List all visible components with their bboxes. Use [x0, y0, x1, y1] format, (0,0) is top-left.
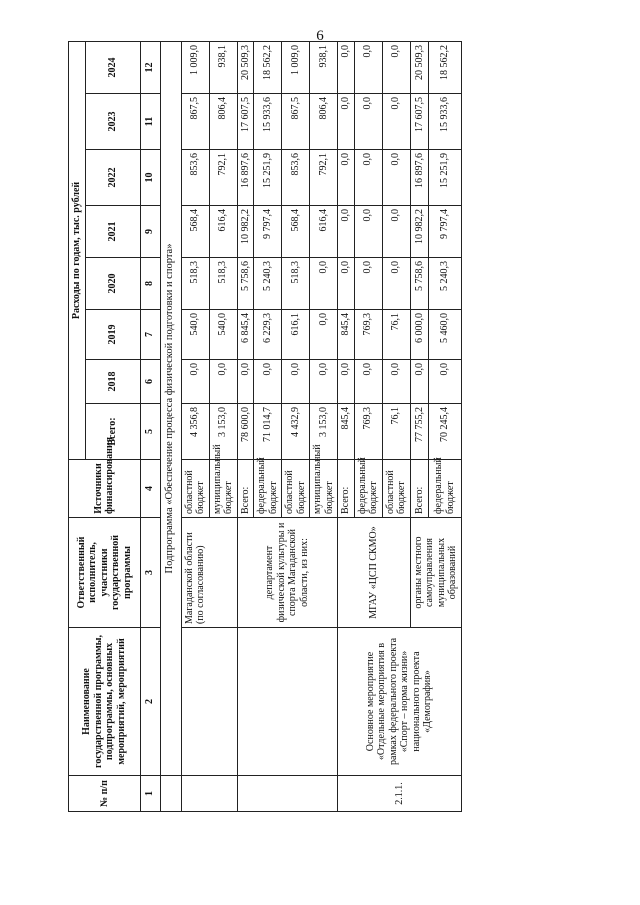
value-cell: 5 240,3: [429, 258, 461, 310]
value-cell: 78 600,0: [237, 404, 254, 460]
expenses-table: [68, 41, 462, 812]
header-executor: Ответственный исполнитель, участники государственной программы: [69, 518, 141, 628]
value-cell: 0,0: [382, 206, 410, 258]
value-cell: 845,4: [338, 404, 355, 460]
executor-cell: департамент физической культуры и спорта Магаданской области, из них:: [237, 518, 338, 628]
value-cell: 0,0: [429, 360, 461, 404]
value-cell: 16 897,6: [237, 150, 254, 206]
page-number: 6: [316, 28, 324, 44]
value-cell: 0,0: [354, 150, 382, 206]
value-cell: 0,0: [382, 360, 410, 404]
value-cell: 540,0: [181, 310, 209, 360]
value-cell: 0,0: [410, 360, 429, 404]
value-cell: 568,4: [181, 206, 209, 258]
value-cell: 70 245,4: [429, 404, 461, 460]
header-year: 2023: [85, 94, 140, 150]
value-cell: 0,0: [354, 360, 382, 404]
subprogram-title: Подпрограмма «Обеспечение процесса физической подготовки и спорта»: [160, 41, 181, 775]
value-cell: 6 000,0: [410, 310, 429, 360]
value-cell: 5 758,6: [237, 258, 254, 310]
table-row: [237, 41, 254, 811]
header-year: 2024: [85, 41, 140, 93]
value-cell: 616,4: [310, 206, 338, 258]
executor-cell: органы местного самоуправления муниципальных образований: [410, 518, 461, 628]
value-cell: 77 755,2: [410, 404, 429, 460]
value-cell: 4 432,9: [282, 404, 310, 460]
value-cell: 0,0: [310, 258, 338, 310]
value-cell: 0,0: [338, 150, 355, 206]
value-cell: 518,3: [181, 258, 209, 310]
value-cell: 5 240,3: [254, 258, 282, 310]
value-cell: 616,4: [209, 206, 237, 258]
value-cell: 18 562,2: [254, 41, 282, 93]
value-cell: 5 758,6: [410, 258, 429, 310]
column-number: 8: [140, 258, 160, 310]
table-row: [338, 41, 355, 811]
table-row: [181, 41, 209, 811]
value-cell: 0,0: [254, 360, 282, 404]
value-cell: 0,0: [310, 360, 338, 404]
value-cell: 9 797,4: [429, 206, 461, 258]
value-cell: 0,0: [338, 94, 355, 150]
column-number: 1: [140, 776, 160, 812]
value-cell: 17 607,5: [237, 94, 254, 150]
value-cell: 76,1: [382, 404, 410, 460]
value-cell: 10 982,2: [237, 206, 254, 258]
value-cell: 518,3: [282, 258, 310, 310]
source-cell: федеральный бюджет: [429, 460, 461, 518]
item-name: Основное мероприятие «Отдельные мероприятия в рамках федерального проекта «Спорт – норма жизни» национального проекта «Демография»: [338, 628, 462, 776]
value-cell: 806,4: [209, 94, 237, 150]
value-cell: 0,0: [338, 206, 355, 258]
value-cell: 15 251,9: [254, 150, 282, 206]
header-expenses: Расходы по годам, тыс. рублей: [69, 41, 86, 459]
value-cell: 0,0: [382, 41, 410, 93]
value-cell: 568,4: [282, 206, 310, 258]
value-cell: 0,0: [181, 360, 209, 404]
value-cell: 0,0: [338, 258, 355, 310]
column-number: 3: [140, 518, 160, 628]
source-cell: муниципальный бюджет: [209, 460, 237, 518]
header-year: 2020: [85, 258, 140, 310]
value-cell: 20 509,3: [410, 41, 429, 93]
source-cell: федеральный бюджет: [254, 460, 282, 518]
value-cell: 792,1: [310, 150, 338, 206]
value-cell: 0,0: [354, 258, 382, 310]
column-number: 6: [140, 360, 160, 404]
source-cell: Всего:: [237, 460, 254, 518]
value-cell: 0,0: [338, 41, 355, 93]
column-number: 12: [140, 41, 160, 93]
value-cell: 845,4: [338, 310, 355, 360]
column-number: 9: [140, 206, 160, 258]
header-year: Всего:: [85, 404, 140, 460]
value-cell: 15 933,6: [429, 94, 461, 150]
column-number: 11: [140, 94, 160, 150]
value-cell: 5 460,0: [429, 310, 461, 360]
source-cell: федеральный бюджет: [354, 460, 382, 518]
value-cell: 0,0: [209, 360, 237, 404]
value-cell: 15 251,9: [429, 150, 461, 206]
value-cell: 1 009,0: [282, 41, 310, 93]
value-cell: 6 229,3: [254, 310, 282, 360]
value-cell: 0,0: [354, 206, 382, 258]
header-year: 2019: [85, 310, 140, 360]
value-cell: 16 897,6: [410, 150, 429, 206]
value-cell: 616,1: [282, 310, 310, 360]
executor-cell: Магаданской области (по согласованию): [181, 518, 237, 628]
column-number: 4: [140, 460, 160, 518]
column-number: 2: [140, 628, 160, 776]
value-cell: 0,0: [382, 258, 410, 310]
value-cell: 6 845,4: [237, 310, 254, 360]
subprogram-row: [160, 41, 181, 811]
header-year: 2018: [85, 360, 140, 404]
value-cell: 0,0: [382, 150, 410, 206]
source-cell: областной бюджет: [382, 460, 410, 518]
value-cell: 518,3: [209, 258, 237, 310]
rotated-table-container: [68, 42, 560, 812]
header-name: Наименование государственной программы, подпрограммы, основных мероприятий, мероприятий: [69, 628, 141, 776]
source-cell: областной бюджет: [181, 460, 209, 518]
column-number: 7: [140, 310, 160, 360]
value-cell: 867,5: [181, 94, 209, 150]
value-cell: 10 982,2: [410, 206, 429, 258]
value-cell: 9 797,4: [254, 206, 282, 258]
value-cell: 4 356,8: [181, 404, 209, 460]
value-cell: 0,0: [310, 310, 338, 360]
value-cell: 769,3: [354, 404, 382, 460]
header-source: Источники финансирования: [69, 460, 141, 518]
source-cell: Всего:: [410, 460, 429, 518]
column-number: 10: [140, 150, 160, 206]
value-cell: 0,0: [354, 41, 382, 93]
source-cell: Всего:: [338, 460, 355, 518]
header-year: 2021: [85, 206, 140, 258]
value-cell: 938,1: [209, 41, 237, 93]
value-cell: 3 153,0: [310, 404, 338, 460]
header-row-1: [69, 41, 86, 811]
value-cell: 71 014,7: [254, 404, 282, 460]
source-cell: областной бюджет: [282, 460, 310, 518]
value-cell: 15 933,6: [254, 94, 282, 150]
value-cell: 792,1: [209, 150, 237, 206]
value-cell: 0,0: [338, 360, 355, 404]
value-cell: 540,0: [209, 310, 237, 360]
column-number: 5: [140, 404, 160, 460]
column-number-row: [140, 41, 160, 811]
value-cell: 867,5: [282, 94, 310, 150]
value-cell: 18 562,2: [429, 41, 461, 93]
item-number: 2.1.1.: [338, 776, 462, 812]
value-cell: 1 009,0: [181, 41, 209, 93]
value-cell: 769,3: [354, 310, 382, 360]
value-cell: 853,6: [181, 150, 209, 206]
value-cell: 0,0: [382, 94, 410, 150]
value-cell: 0,0: [282, 360, 310, 404]
value-cell: 76,1: [382, 310, 410, 360]
value-cell: 806,4: [310, 94, 338, 150]
executor-cell: МГАУ «ЦСП СКМО»: [338, 518, 411, 628]
value-cell: 0,0: [354, 94, 382, 150]
value-cell: 853,6: [282, 150, 310, 206]
value-cell: 3 153,0: [209, 404, 237, 460]
source-cell: муниципальный бюджет: [310, 460, 338, 518]
value-cell: 938,1: [310, 41, 338, 93]
header-num: № п/п: [69, 776, 141, 812]
value-cell: 20 509,3: [237, 41, 254, 93]
value-cell: 17 607,5: [410, 94, 429, 150]
value-cell: 0,0: [237, 360, 254, 404]
header-year: 2022: [85, 150, 140, 206]
